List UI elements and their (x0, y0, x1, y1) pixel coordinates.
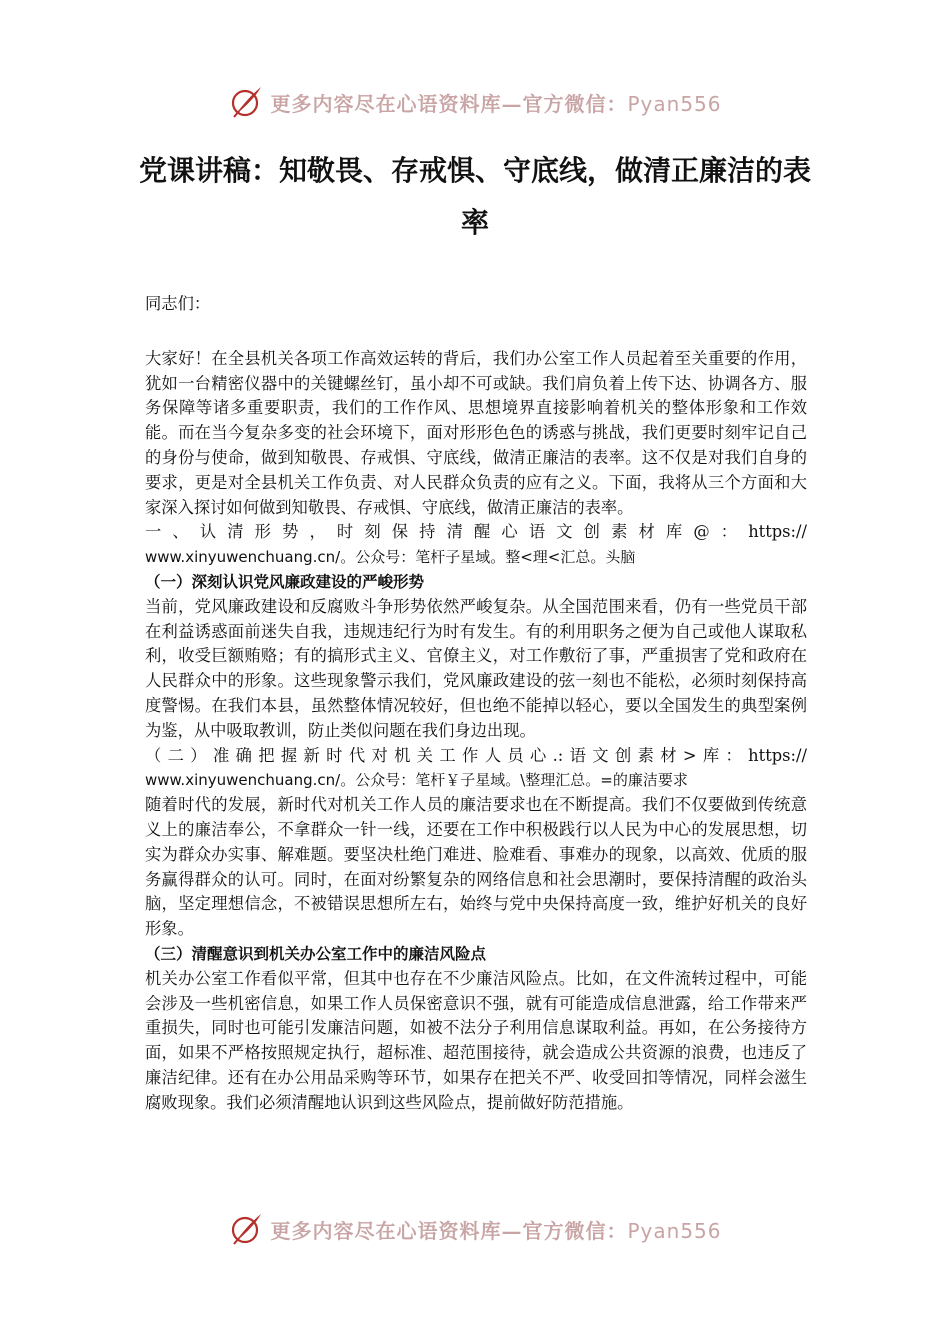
subsection-3-body: 机关办公室工作看似平常，但其中也存在不少廉洁风险点。比如，在文件流转过程中，可能会涉及一些机密信息，如果工作人员保密意识不强，就有可能造成信息泄露，给工作带来严重损失，同时也可能引发廉洁问题，如被不法分子利用信息谋取利益。再如，在公务接待方面，如果不严格按照规定执行，超标准、超范围接待，就会造成公共资源的浪费，也违反了廉洁纪律。还有在办公用品采购等环节，如果存在把关不严、收受回扣等情况，同样会滋生腐败现象。我们必须清醒地认识到这些风险点，提前做好防范措施。 (145, 968, 807, 1112)
section-1-heading-line-2: www.xinyuwenchuang.cn/。公众号：笔杆子星域。整<理<汇总。头脑 (145, 548, 636, 567)
quill-pen-logo-icon (228, 84, 264, 120)
subsection-1-body: 当前，党风廉政建设和反腐败斗争形势依然严峻复杂。从全国范围来看，仍有一些党员干部在利益诱惑面前迷失自我，违规违纪行为时有发生。有的利用职务之便为自己或他人谋取私利，收受巨额贿赂；有的搞形式主义、官僚主义，对工作敷衍了事，严重损害了党和政府在人民群众中的形象。这些现象警示我们，党风廉政建设的弦一刻也不能松，必须时刻保持高度警惕。在我们本县，虽然整体情况较好，但也绝不能掉以轻心，要以全国发生的典型案例为鉴，从中吸取教训，防止类似问题在我们身边出现。 (145, 596, 807, 740)
subsection-3-heading: （三）清醒意识到机关办公室工作中的廉洁风险点 (145, 944, 487, 963)
subsection-2-heading-line-2: www.xinyuwenchuang.cn/。公众号：笔杆￥子星域。\整理汇总。=的廉洁要求 (145, 771, 688, 790)
banner-text: 更多内容尽在心语资料库—官方微信：Pyan556 (270, 1218, 722, 1243)
salutation: 同志们： (145, 294, 211, 313)
subsection-2-heading-line-1: （二）准确把握新时代对机关工作人员心.:语文创素材>库：https:// (145, 745, 807, 765)
subsection-1-heading: （一）深刻认识党风廉政建设的严峻形势 (145, 572, 425, 591)
footer-watermark-banner (0, 1207, 950, 1251)
banner-text: 更多内容尽在心语资料库—官方微信：Pyan556 (270, 91, 722, 116)
section-1-heading-line-1: 一、认清形势，时刻保持清醒心语文创素材库@：https:// (145, 522, 807, 542)
document-body (145, 292, 807, 1116)
quill-pen-logo-icon (228, 1211, 264, 1247)
intro-paragraph: 大家好！在全县机关各项工作高效运转的背后，我们办公室工作人员起着至关重要的作用，犹如一台精密仪器中的关键螺丝钉，虽小却不可或缺。我们肩负着上传下达、协调各方、服务保障等诸多重要职责，我们的工作作风、思想境界直接影响着机关的整体形象和工作效能。而在当今复杂多变的社会环境下，面对形形色色的诱惑与挑战，我们更要时刻牢记自己的身份与使命，做到知敬畏、存戒惧、守底线，做清正廉洁的表率。这不仅是对我们自身的要求，更是对全县机关工作负责、对人民群众负责的应有之义。下面，我将从三个方面和大家深入探讨如何做到知敬畏、存戒惧、守底线，做清正廉洁的表率。 (145, 348, 807, 517)
subsection-2-body: 随着时代的发展，新时代对机关工作人员的廉洁要求也在不断提高。我们不仅要做到传统意义上的廉洁奉公，不拿群众一针一线，还要在工作中积极践行以人民为中心的发展思想，切实为群众办实事、解难题。要坚决杜绝门难进、脸难看、事难办的现象，以高效、优质的服务赢得群众的认可。同时，在面对纷繁复杂的网络信息和社会思潮时，要保持清醒的政治头脑，坚定理想信念，不被错误思想所左右，始终与党中央保持高度一致，维护好机关的良好形象。 (145, 795, 807, 939)
header-watermark-banner (0, 80, 950, 124)
page-title: 党课讲稿：知敬畏、存戒惧、守底线，做清正廉洁的表率 (138, 154, 811, 239)
